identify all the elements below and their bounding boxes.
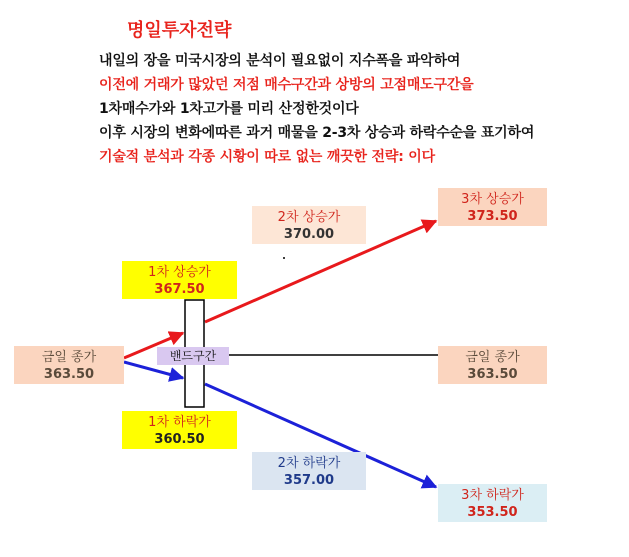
node-up1-value: 367.50 xyxy=(154,282,205,297)
node-close-left-label: 금일 종가 xyxy=(41,350,97,365)
band-label: 밴드구간 xyxy=(157,347,229,365)
node-up3-label: 3차 상승가 xyxy=(461,192,524,207)
node-close-right xyxy=(438,346,547,384)
node-close-left xyxy=(14,346,124,384)
description-line-2: 이전에 거래가 많았던 저점 매수구간과 상방의 고점매도구간을 xyxy=(99,77,474,93)
node-dn3-label: 3차 하락가 xyxy=(461,488,524,503)
node-dn3 xyxy=(438,484,547,522)
node-dn2-label: 2차 하락가 xyxy=(277,456,341,471)
node-dn2-value: 357.00 xyxy=(283,473,335,488)
node-dn1 xyxy=(122,411,237,449)
node-up3 xyxy=(438,188,547,226)
node-close-right-value: 363.50 xyxy=(467,367,518,382)
node-dn1-value: 360.50 xyxy=(154,432,205,447)
description-line-5: 기술적 분석과 각종 시황이 따로 없는 깨끗한 전략: 이다 xyxy=(99,149,435,165)
node-up2-label: 2차 상승가 xyxy=(277,210,341,225)
node-dn3-value: 353.50 xyxy=(467,505,518,520)
node-up2-value: 370.00 xyxy=(283,227,335,242)
node-close-right-label: 금일 종가 xyxy=(465,350,520,365)
node-dn1-label: 1차 하락가 xyxy=(148,415,211,430)
stray-dot xyxy=(283,257,285,259)
node-up2 xyxy=(252,206,366,244)
node-up3-value: 373.50 xyxy=(467,209,518,224)
node-dn2 xyxy=(252,452,366,490)
description-line-4: 이후 시장의 변화에따른 과거 매물을 2-3차 상승과 하락수순을 표기하여 xyxy=(99,125,535,141)
node-close-left-value: 363.50 xyxy=(43,367,95,382)
description-line-3: 1차매수가와 1차고가를 미리 산정한것이다 xyxy=(99,101,359,117)
node-up1-label: 1차 상승가 xyxy=(148,265,211,280)
node-up1 xyxy=(122,261,237,299)
diagram-title: 명일투자전략 xyxy=(127,20,232,41)
description-line-1: 내일의 장을 미국시장의 분석이 필요없이 지수폭을 파악하여 xyxy=(99,53,461,69)
